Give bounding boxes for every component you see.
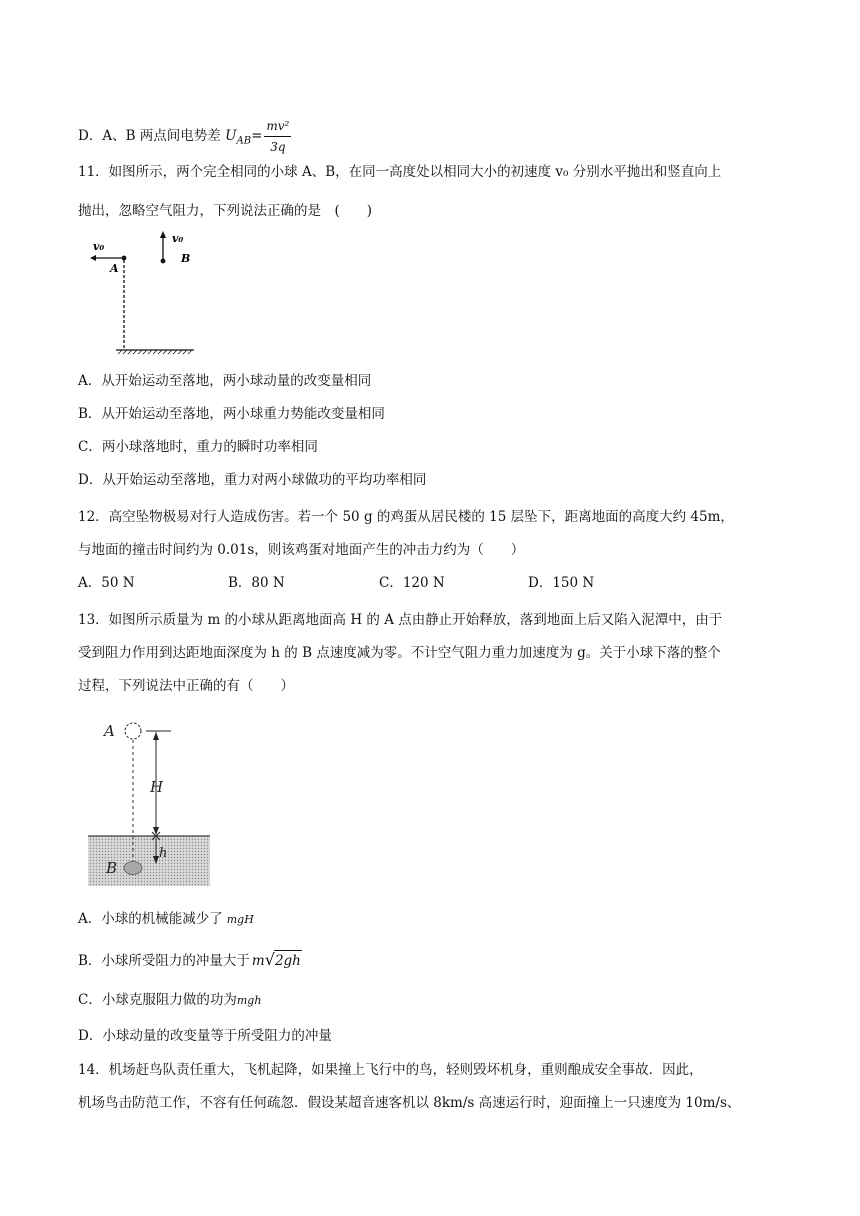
- equals-sign: =: [251, 128, 263, 144]
- label-v0-a: v₀: [93, 240, 105, 253]
- q14-stem-line1: 14．机场赶鸟队责任重大，飞机起降，如果撞上飞行中的鸟，轻则毁坏机身，重则酿成安全事故．因此，: [78, 1062, 703, 1078]
- sqrt-sign: √: [264, 950, 275, 969]
- label-a: A: [104, 722, 115, 740]
- arrowhead: [90, 255, 96, 261]
- option-text: A、B 两点间电势差: [102, 128, 221, 144]
- label-b: B: [106, 859, 118, 877]
- option-text: A．小球的机械能减少了: [78, 911, 223, 927]
- ball-a: [122, 256, 127, 261]
- q12-stem-line1: 12．高空坠物极易对行人造成伤害。若一个 50 g 的鸡蛋从居民楼的 15 层坠下，距离地面的高度大约 45m，: [78, 509, 734, 525]
- voltage-subscript: AB: [236, 135, 252, 147]
- fraction-numerator: mv²: [266, 119, 290, 133]
- arrowhead: [160, 231, 166, 238]
- q12-option-c: C．120 N: [379, 575, 445, 591]
- q13-stem-line2: 受到阻力作用到达距地面深度为 h 的 B 点速度减为零。不计空气阻力重力加速度为 g。关于小球下落的整个: [78, 645, 721, 661]
- fraction-denominator: 3q: [264, 136, 291, 157]
- q11-figure: [86, 228, 201, 356]
- arrowhead: [153, 732, 159, 740]
- formula-m: m: [251, 953, 265, 969]
- q12-options: [0, 573, 860, 593]
- formula-mgH: mgH: [226, 913, 254, 926]
- label-b: B: [181, 252, 191, 265]
- label-a: A: [110, 262, 119, 275]
- q12-option-a: A．50 N: [78, 575, 135, 591]
- radicand: 2gh: [274, 950, 302, 971]
- q13-stem-line3: 过程，下列说法中正确的有（ ）: [78, 678, 294, 694]
- label-v0-b: v₀: [172, 232, 184, 245]
- ball-b: [161, 259, 166, 264]
- fraction: [264, 116, 291, 157]
- q13-stem-line1: 13．如图所示质量为 m 的小球从距离地面高 H 的 A 点由静止开始释放，落到地面上后又陷入泥潭中，由于: [78, 612, 723, 628]
- mud-pit-diagram: [86, 712, 212, 888]
- q10-option-d: [78, 116, 291, 157]
- q13-option-c: [78, 990, 261, 1011]
- option-label: D．: [78, 128, 103, 144]
- formula-mgh: mgh: [236, 994, 262, 1007]
- q12-stem-line2: 与地面的撞击时间约为 0.01s，则该鸡蛋对地面产生的冲击力约为（ ）: [78, 542, 525, 558]
- ball-start-position: [125, 723, 141, 739]
- label-h-small: h: [159, 846, 168, 861]
- q13-figure: [86, 712, 212, 888]
- q13-option-a: [78, 909, 254, 930]
- label-h-big: H: [150, 778, 164, 796]
- q11-option-a: A．从开始运动至落地，两小球动量的改变量相同: [78, 373, 372, 389]
- option-text: C．小球克服阻力做的功为: [78, 992, 237, 1008]
- q12-option-d: D．150 N: [528, 575, 595, 591]
- ball-end-position: [124, 862, 142, 875]
- ground-hatching: [118, 350, 192, 354]
- q13-option-b: [78, 950, 302, 971]
- q12-option-b: B．80 N: [228, 575, 285, 591]
- q13-option-d: D．小球动量的改变量等于所受阻力的冲量: [78, 1028, 332, 1044]
- q11-stem-line1: 11．如图所示，两个完全相同的小球 A、B，在同一高度处以相同大小的初速度 v₀ 分别水平抛出和竖直向上: [78, 164, 722, 180]
- q11-option-b: B．从开始运动至落地，两小球重力势能改变量相同: [78, 406, 385, 422]
- projectile-diagram: [86, 228, 201, 356]
- q11-option-c: C．两小球落地时，重力的瞬时功率相同: [78, 439, 318, 455]
- q14-stem-line2: 机场鸟击防范工作，不容有任何疏忽．假设某超音速客机以 8km/s 高速运行时，迎面撞上一只速度为 10m/s、: [78, 1095, 741, 1111]
- q11-option-d: D．从开始运动至落地，重力对两小球做功的平均功率相同: [78, 472, 427, 488]
- q11-stem-line2: 抛出，忽略空气阻力，下列说法正确的是 ( ): [78, 203, 373, 219]
- option-text: B．小球所受阻力的冲量大于: [78, 953, 250, 969]
- voltage-symbol: U: [225, 128, 237, 144]
